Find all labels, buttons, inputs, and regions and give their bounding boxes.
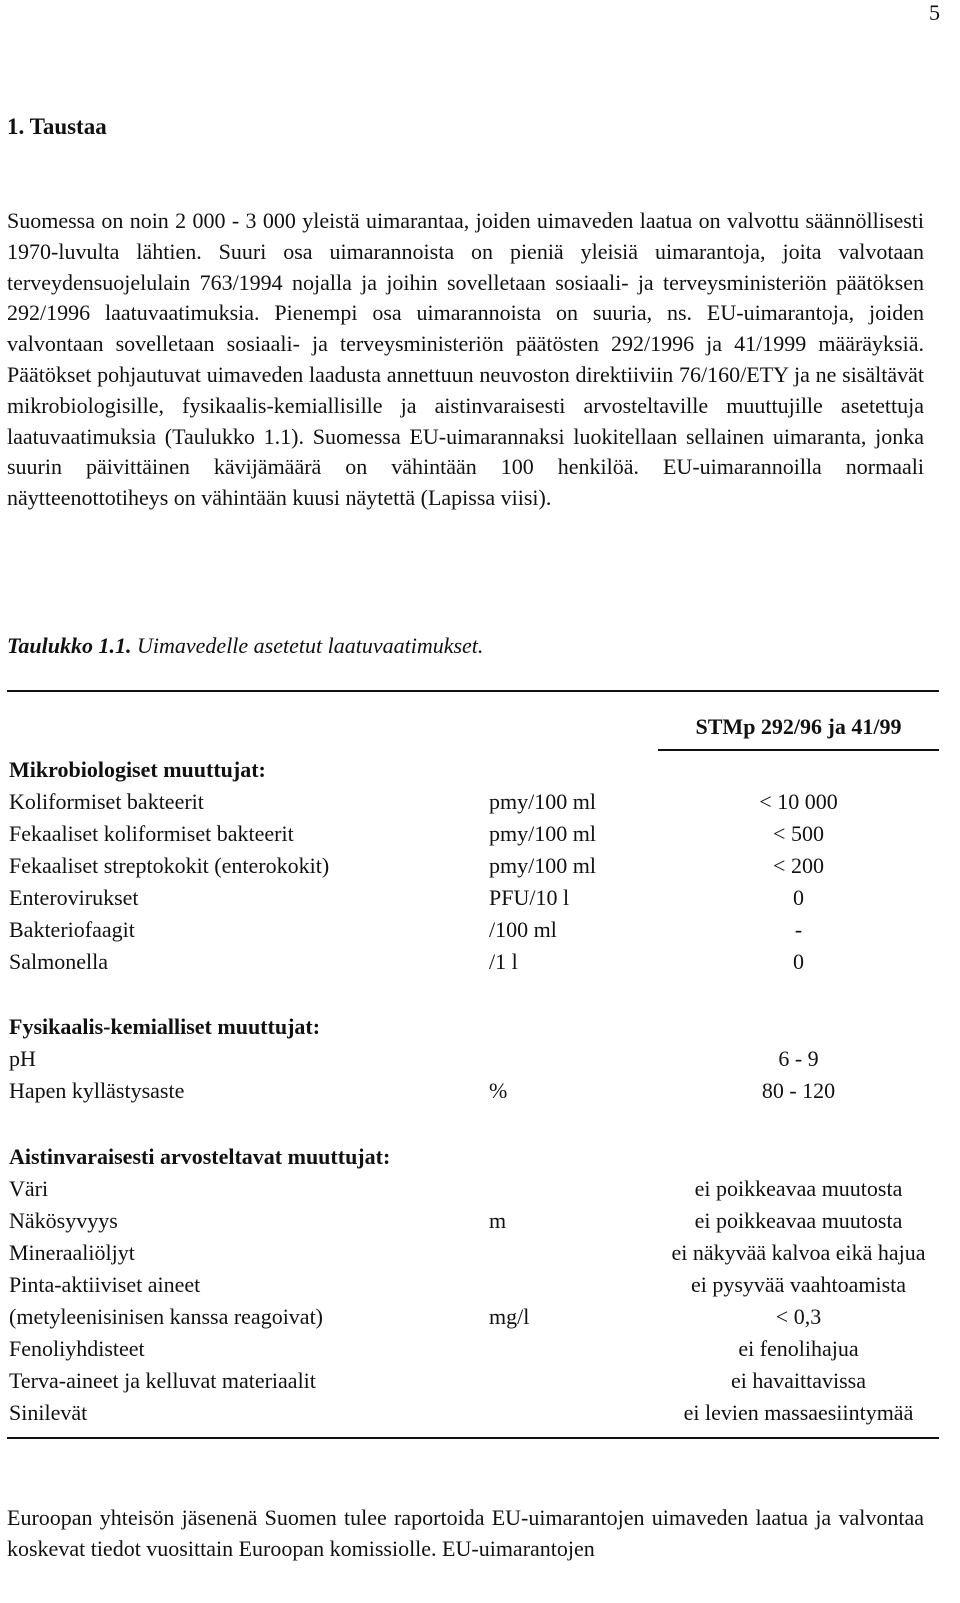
row-value: < 500 bbox=[773, 821, 824, 846]
table-row bbox=[9, 946, 939, 978]
table-column-header: STMp 292/96 ja 41/99 bbox=[695, 714, 902, 739]
row-unit: /1 l bbox=[489, 949, 518, 974]
table-row bbox=[9, 1269, 939, 1301]
row-value: ei fenolihajua bbox=[738, 1336, 859, 1361]
table-caption bbox=[7, 633, 483, 659]
table-row bbox=[9, 1365, 939, 1397]
row-value: < 0,3 bbox=[775, 1304, 822, 1329]
row-value: ei havaittavissa bbox=[730, 1368, 866, 1393]
row-name: Fekaaliset koliformiset bakteerit bbox=[9, 821, 294, 846]
row-name: Fekaaliset streptokokit (enterokokit) bbox=[9, 853, 330, 878]
row-name: Koliformiset bakteerit bbox=[9, 789, 204, 814]
row-name: Mineraaliöljyt bbox=[9, 1240, 135, 1265]
table-row bbox=[9, 1333, 939, 1365]
row-value: ei pysyvää vaahtoamista bbox=[690, 1272, 907, 1297]
row-value: 80 - 120 bbox=[761, 1078, 836, 1103]
row-name: Salmonella bbox=[9, 949, 108, 974]
row-unit: pmy/100 ml bbox=[489, 789, 596, 814]
row-name: pH bbox=[9, 1046, 36, 1071]
table-row bbox=[9, 786, 939, 818]
table-section-title: Mikrobiologiset muuttujat: bbox=[9, 757, 266, 782]
row-value: 0 bbox=[793, 885, 804, 910]
row-name: Sinilevät bbox=[9, 1400, 88, 1425]
outro-paragraph: Euroopan yhteisön jäsenenä Suomen tulee raportoida EU-uimarantojen uimaveden laatua ja valvontaa koskevat tiedot vuosittain Euroopan komissiolle. EU-uimarantojen bbox=[7, 1505, 924, 1561]
table-row bbox=[9, 1237, 939, 1269]
row-name: Pinta-aktiiviset aineet bbox=[9, 1272, 201, 1297]
row-unit: /100 ml bbox=[489, 917, 557, 942]
page-number: 5 bbox=[929, 0, 940, 25]
table-section-title: Fysikaalis-kemialliset muuttujat: bbox=[9, 1014, 321, 1039]
table-row bbox=[9, 1397, 939, 1429]
row-unit: PFU/10 l bbox=[489, 885, 570, 910]
row-value: 6 - 9 bbox=[778, 1046, 819, 1071]
table-row bbox=[9, 1043, 939, 1075]
row-name: Terva-aineet ja kelluvat materiaalit bbox=[9, 1368, 316, 1393]
table-row bbox=[9, 1301, 939, 1333]
row-name: Fenoliyhdisteet bbox=[9, 1336, 145, 1361]
table-top-rule bbox=[7, 690, 939, 692]
row-value: ei poikkeavaa muutosta bbox=[694, 1176, 903, 1201]
row-value: ei poikkeavaa muutosta bbox=[694, 1208, 903, 1233]
row-name: (metyleenisinisen kanssa reagoivat) bbox=[9, 1304, 324, 1329]
table-row bbox=[9, 1173, 939, 1205]
table-section-title: Aistinvaraisesti arvosteltavat muuttujat: bbox=[9, 1144, 391, 1169]
intro-paragraph: Suomessa on noin 2 000 - 3 000 yleistä uimarantaa, joiden uimaveden laatua on valvottu säännöllisesti 1970-luvulta lähtien. Suuri osa uimarannoista on pieniä yleisiä uimarantoja, joita valvotaan terveydensuojelulain 763/1994 nojalla ja joihin sovelletaan sosiaali- ja terveysministeriön päätöksen 292/1996 laatuvaatimuksia. Pienempi osa uimarannoista on suuria, ns. EU-uimarantoja, joiden valvontaan sovelletaan sosiaali- ja terveysministeriön päätösten 292/1996 ja 41/1999 määräyksiä. Päätökset pohjautuvat uimaveden laadusta annettuun neuvoston direktiiviin 76/160/ETY ja ne sisältävät mikrobiologisille, fysikaalis-kemiallisille ja aistinvaraisesti arvosteltaville muuttujille asetettuja laatuvaatimuksia (Taulukko 1.1). Suomessa EU-uimarannaksi luokitellaan sellainen uimaranta, jonka suurin päivittäinen kävijämäärä on vähintään 100 henkilöä. EU-uimarannoilla normaali näytteenottotiheys on vähintään kuusi näytettä (Lapissa viisi). bbox=[7, 208, 924, 511]
row-name: Hapen kyllästysaste bbox=[9, 1078, 185, 1103]
row-unit: pmy/100 ml bbox=[489, 821, 596, 846]
row-name: Näkösyvyys bbox=[9, 1208, 118, 1233]
table-row bbox=[9, 1075, 939, 1107]
row-unit: % bbox=[489, 1078, 508, 1103]
row-name: Enterovirukset bbox=[9, 885, 139, 910]
table-column-rule bbox=[658, 749, 939, 751]
table-caption-label: Taulukko 1.1. bbox=[7, 633, 132, 658]
table-row bbox=[9, 850, 939, 882]
row-value: ei näkyvää kalvoa eikä hajua bbox=[671, 1240, 926, 1265]
row-name: Bakteriofaagit bbox=[9, 917, 135, 942]
row-unit: pmy/100 ml bbox=[489, 853, 596, 878]
row-name: Väri bbox=[9, 1176, 49, 1201]
section-heading: 1. Taustaa bbox=[7, 114, 107, 139]
row-value: - bbox=[794, 917, 803, 942]
table-row bbox=[9, 818, 939, 850]
row-value: < 200 bbox=[773, 853, 824, 878]
table-row bbox=[9, 882, 939, 914]
table-row bbox=[9, 914, 939, 946]
row-value: < 10 000 bbox=[759, 789, 838, 814]
row-unit: mg/l bbox=[489, 1304, 530, 1329]
row-value: ei levien massaesiintymää bbox=[683, 1400, 914, 1425]
row-unit: m bbox=[489, 1208, 507, 1233]
table-caption-text: Uimavedelle asetetut laatuvaatimukset. bbox=[131, 633, 484, 658]
table-row bbox=[9, 1205, 939, 1237]
row-value: 0 bbox=[793, 949, 804, 974]
table-bottom-rule bbox=[7, 1437, 939, 1439]
